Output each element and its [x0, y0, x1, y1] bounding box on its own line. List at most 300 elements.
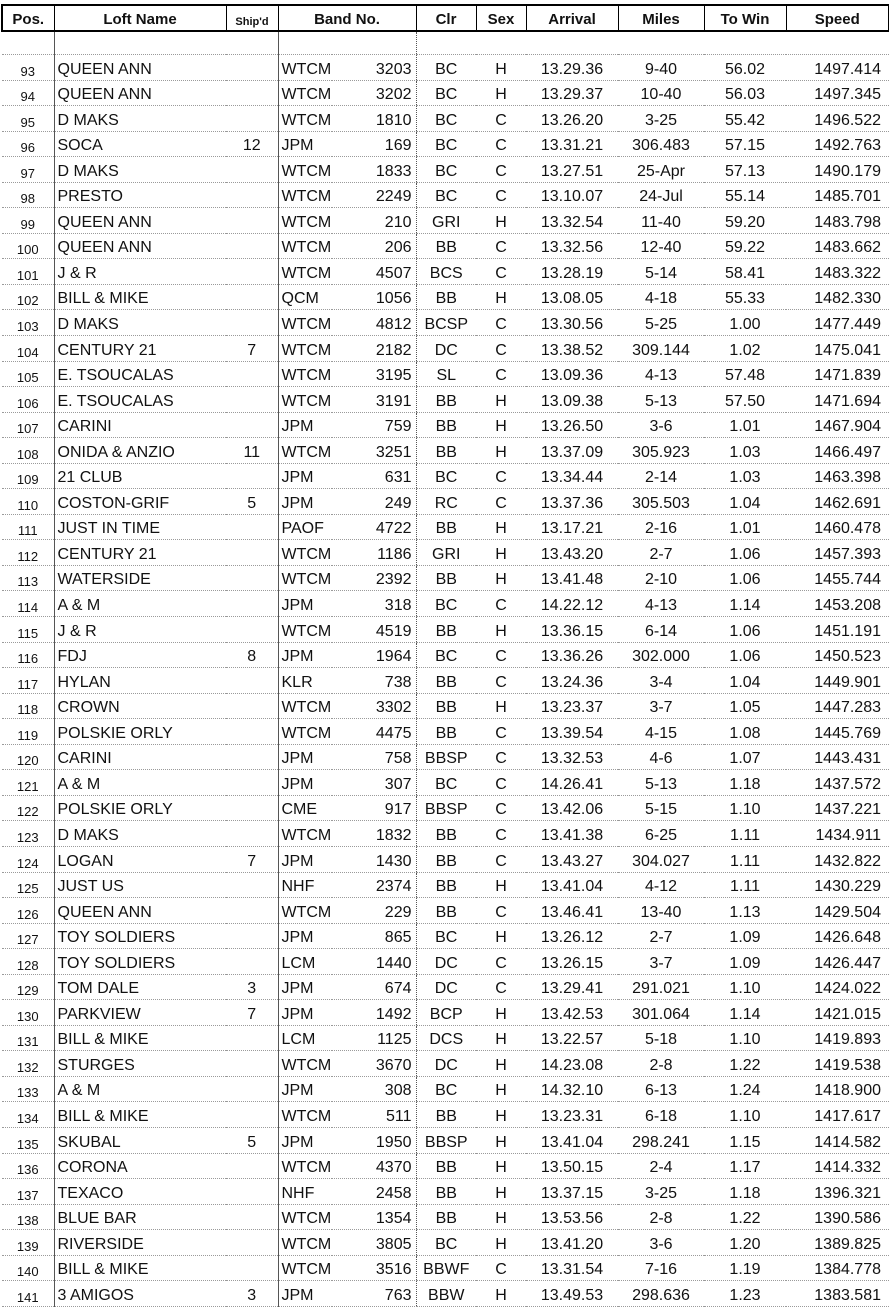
miles-cell: 12-40	[618, 233, 704, 259]
speed-cell: 1490.179	[786, 157, 889, 183]
color-cell: BB	[416, 719, 476, 745]
band-number-cell: 210	[332, 208, 416, 234]
position-cell: 129	[2, 974, 54, 1000]
sex-cell: H	[476, 438, 526, 464]
sex-cell: H	[476, 1102, 526, 1128]
band-number-cell: 1832	[332, 821, 416, 847]
color-cell: BB	[416, 1102, 476, 1128]
loft-name-cell: E. TSOUCALAS	[54, 361, 226, 387]
speed-cell: 1430.229	[786, 872, 889, 898]
sex-cell: C	[476, 182, 526, 208]
race-results-table	[1, 4, 889, 1307]
miles-cell: 11-40	[618, 208, 704, 234]
sex-cell: C	[476, 744, 526, 770]
band-org-cell: JPM	[278, 642, 332, 668]
sex-cell: H	[476, 412, 526, 438]
loft-name-cell: SKUBAL	[54, 1127, 226, 1153]
speed-cell: 1384.778	[786, 1255, 889, 1281]
band-number-cell: 206	[332, 233, 416, 259]
position-cell: 99	[2, 208, 54, 234]
arrival-cell: 13.41.04	[526, 1127, 618, 1153]
band-org-cell: WTCM	[278, 898, 332, 924]
sex-cell: C	[476, 974, 526, 1000]
position-cell: 122	[2, 795, 54, 821]
miles-cell: 5-15	[618, 795, 704, 821]
position-cell: 96	[2, 131, 54, 157]
to-win-cell: 1.02	[704, 336, 786, 362]
speed-cell: 1437.221	[786, 795, 889, 821]
arrival-cell: 13.29.41	[526, 974, 618, 1000]
band-number-cell: 229	[332, 898, 416, 924]
band-number-cell: 3203	[332, 55, 416, 81]
color-cell: BC	[416, 55, 476, 81]
table-row	[2, 744, 889, 770]
shipped-cell	[226, 770, 278, 796]
to-win-cell: 57.48	[704, 361, 786, 387]
position-cell: 121	[2, 770, 54, 796]
loft-name-cell: HYLAN	[54, 668, 226, 694]
loft-name-cell: 3 AMIGOS	[54, 1281, 226, 1307]
speed-cell: 1463.398	[786, 463, 889, 489]
loft-name-cell: COSTON-GRIF	[54, 489, 226, 515]
miles-cell: 2-7	[618, 540, 704, 566]
band-number-cell: 3670	[332, 1051, 416, 1077]
band-org-cell: WTCM	[278, 157, 332, 183]
loft-name-cell: J & R	[54, 617, 226, 643]
arrival-cell: 13.22.57	[526, 1025, 618, 1051]
to-win-cell: 1.10	[704, 974, 786, 1000]
miles-cell: 2-8	[618, 1204, 704, 1230]
to-win-cell: 1.14	[704, 1000, 786, 1026]
band-org-cell: WTCM	[278, 55, 332, 81]
position-cell: 98	[2, 182, 54, 208]
shipped-cell	[226, 1153, 278, 1179]
shipped-cell: 11	[226, 438, 278, 464]
table-row	[2, 438, 889, 464]
color-cell: BB	[416, 1204, 476, 1230]
miles-cell: 2-10	[618, 565, 704, 591]
shipped-cell	[226, 106, 278, 132]
miles-cell: 298.241	[618, 1127, 704, 1153]
shipped-cell	[226, 565, 278, 591]
miles-cell: 5-13	[618, 387, 704, 413]
arrival-cell: 13.26.15	[526, 949, 618, 975]
position-cell: 106	[2, 387, 54, 413]
arrival-cell: 13.29.37	[526, 80, 618, 106]
shipped-cell: 12	[226, 131, 278, 157]
miles-cell: 2-4	[618, 1153, 704, 1179]
miles-cell: 4-6	[618, 744, 704, 770]
band-org-cell: WTCM	[278, 310, 332, 336]
arrival-cell: 13.28.19	[526, 259, 618, 285]
table-row	[2, 770, 889, 796]
loft-name-cell: STURGES	[54, 1051, 226, 1077]
arrival-cell: 13.10.07	[526, 182, 618, 208]
table-row	[2, 208, 889, 234]
band-number-cell: 511	[332, 1102, 416, 1128]
position-cell: 112	[2, 540, 54, 566]
band-org-cell: WTCM	[278, 1153, 332, 1179]
sex-cell: C	[476, 898, 526, 924]
shipped-cell	[226, 872, 278, 898]
speed-cell: 1443.431	[786, 744, 889, 770]
shipped-cell	[226, 898, 278, 924]
color-cell: BB	[416, 233, 476, 259]
table-row	[2, 821, 889, 847]
table-row	[2, 284, 889, 310]
sex-cell: H	[476, 1153, 526, 1179]
position-cell: 126	[2, 898, 54, 924]
to-win-cell: 1.11	[704, 872, 786, 898]
position-cell: 124	[2, 846, 54, 872]
arrival-cell: 13.41.20	[526, 1230, 618, 1256]
to-win-cell: 59.20	[704, 208, 786, 234]
table-row	[2, 80, 889, 106]
table-row	[2, 668, 889, 694]
speed-cell: 1483.322	[786, 259, 889, 285]
table-row	[2, 1000, 889, 1026]
miles-cell: 4-13	[618, 361, 704, 387]
band-number-cell: 4722	[332, 514, 416, 540]
band-number-cell: 3195	[332, 361, 416, 387]
miles-cell: 7-16	[618, 1255, 704, 1281]
band-number-cell: 1056	[332, 284, 416, 310]
band-number-cell: 3191	[332, 387, 416, 413]
to-win-cell: 1.03	[704, 438, 786, 464]
table-row	[2, 259, 889, 285]
band-number-cell: 2458	[332, 1179, 416, 1205]
band-number-cell: 759	[332, 412, 416, 438]
position-cell: 105	[2, 361, 54, 387]
position-cell: 123	[2, 821, 54, 847]
table-row	[2, 846, 889, 872]
arrival-cell: 13.43.20	[526, 540, 618, 566]
color-cell: BC	[416, 591, 476, 617]
band-number-cell: 3251	[332, 438, 416, 464]
speed-cell: 1450.523	[786, 642, 889, 668]
sex-cell: C	[476, 821, 526, 847]
band-number-cell: 4370	[332, 1153, 416, 1179]
band-number-cell: 1430	[332, 846, 416, 872]
table-row	[2, 1230, 889, 1256]
position-cell: 101	[2, 259, 54, 285]
miles-cell: 3-6	[618, 412, 704, 438]
loft-name-cell: BILL & MIKE	[54, 284, 226, 310]
arrival-cell: 13.32.53	[526, 744, 618, 770]
loft-name-cell: A & M	[54, 1076, 226, 1102]
color-cell: BBWF	[416, 1255, 476, 1281]
to-win-cell: 1.10	[704, 795, 786, 821]
band-number-cell: 4475	[332, 719, 416, 745]
band-org-cell: QCM	[278, 284, 332, 310]
band-org-cell: WTCM	[278, 1255, 332, 1281]
shipped-cell	[226, 208, 278, 234]
arrival-cell: 14.32.10	[526, 1076, 618, 1102]
loft-name-cell: QUEEN ANN	[54, 55, 226, 81]
table-row	[2, 412, 889, 438]
table-row	[2, 157, 889, 183]
color-cell: BBSP	[416, 1127, 476, 1153]
loft-name-cell: A & M	[54, 770, 226, 796]
header-shipped: Ship'd	[226, 5, 278, 31]
band-org-cell: WTCM	[278, 693, 332, 719]
color-cell: BBSP	[416, 795, 476, 821]
miles-cell: 3-7	[618, 949, 704, 975]
position-cell: 134	[2, 1102, 54, 1128]
sex-cell: H	[476, 1076, 526, 1102]
shipped-cell	[226, 182, 278, 208]
loft-name-cell: BILL & MIKE	[54, 1255, 226, 1281]
sex-cell: H	[476, 1000, 526, 1026]
shipped-cell	[226, 949, 278, 975]
arrival-cell: 13.08.05	[526, 284, 618, 310]
sex-cell: H	[476, 1179, 526, 1205]
color-cell: BB	[416, 668, 476, 694]
loft-name-cell: SOCA	[54, 131, 226, 157]
sex-cell: C	[476, 259, 526, 285]
color-cell: BB	[416, 1153, 476, 1179]
shipped-cell	[226, 233, 278, 259]
miles-cell: 3-4	[618, 668, 704, 694]
table-row	[2, 693, 889, 719]
speed-cell: 1383.581	[786, 1281, 889, 1307]
color-cell: BB	[416, 1179, 476, 1205]
band-number-cell: 3805	[332, 1230, 416, 1256]
shipped-cell	[226, 540, 278, 566]
position-cell: 107	[2, 412, 54, 438]
arrival-cell: 13.26.20	[526, 106, 618, 132]
table-row	[2, 1025, 889, 1051]
speed-cell: 1471.839	[786, 361, 889, 387]
miles-cell: 6-13	[618, 1076, 704, 1102]
table-row	[2, 540, 889, 566]
arrival-cell: 13.41.38	[526, 821, 618, 847]
to-win-cell: 1.05	[704, 693, 786, 719]
header-sex: Sex	[476, 5, 526, 31]
loft-name-cell: QUEEN ANN	[54, 898, 226, 924]
miles-cell: 24-Jul	[618, 182, 704, 208]
sex-cell: H	[476, 923, 526, 949]
color-cell: RC	[416, 489, 476, 515]
speed-cell: 1396.321	[786, 1179, 889, 1205]
shipped-cell: 8	[226, 642, 278, 668]
band-number-cell: 1964	[332, 642, 416, 668]
position-cell: 102	[2, 284, 54, 310]
miles-cell: 4-12	[618, 872, 704, 898]
table-row	[2, 719, 889, 745]
color-cell: BBSP	[416, 744, 476, 770]
band-number-cell: 631	[332, 463, 416, 489]
speed-cell: 1492.763	[786, 131, 889, 157]
band-number-cell: 307	[332, 770, 416, 796]
speed-cell: 1471.694	[786, 387, 889, 413]
shipped-cell: 7	[226, 1000, 278, 1026]
sex-cell: C	[476, 591, 526, 617]
speed-cell: 1419.538	[786, 1051, 889, 1077]
color-cell: BB	[416, 514, 476, 540]
band-org-cell: WTCM	[278, 336, 332, 362]
shipped-cell: 3	[226, 1281, 278, 1307]
position-cell: 114	[2, 591, 54, 617]
loft-name-cell: BILL & MIKE	[54, 1102, 226, 1128]
header-speed: Speed	[786, 5, 889, 31]
position-cell: 138	[2, 1204, 54, 1230]
miles-cell: 5-14	[618, 259, 704, 285]
sex-cell: C	[476, 795, 526, 821]
to-win-cell: 1.07	[704, 744, 786, 770]
speed-cell: 1445.769	[786, 719, 889, 745]
miles-cell: 2-7	[618, 923, 704, 949]
loft-name-cell: CARINI	[54, 412, 226, 438]
table-row	[2, 591, 889, 617]
table-row	[2, 923, 889, 949]
arrival-cell: 13.31.21	[526, 131, 618, 157]
position-cell: 128	[2, 949, 54, 975]
position-cell: 132	[2, 1051, 54, 1077]
header-pos: Pos.	[2, 5, 54, 31]
to-win-cell: 1.24	[704, 1076, 786, 1102]
speed-cell: 1482.330	[786, 284, 889, 310]
header-to-win: To Win	[704, 5, 786, 31]
sex-cell: C	[476, 336, 526, 362]
speed-cell: 1466.497	[786, 438, 889, 464]
color-cell: DC	[416, 974, 476, 1000]
band-number-cell: 3516	[332, 1255, 416, 1281]
color-cell: BB	[416, 821, 476, 847]
color-cell: BBW	[416, 1281, 476, 1307]
position-cell: 93	[2, 55, 54, 81]
band-org-cell: NHF	[278, 1179, 332, 1205]
sex-cell: H	[476, 565, 526, 591]
band-number-cell: 3302	[332, 693, 416, 719]
color-cell: BCP	[416, 1000, 476, 1026]
band-org-cell: WTCM	[278, 821, 332, 847]
speed-cell: 1497.345	[786, 80, 889, 106]
table-row	[2, 1051, 889, 1077]
miles-cell: 5-13	[618, 770, 704, 796]
band-number-cell: 4507	[332, 259, 416, 285]
band-org-cell: KLR	[278, 668, 332, 694]
position-cell: 117	[2, 668, 54, 694]
band-org-cell: WTCM	[278, 1051, 332, 1077]
shipped-cell	[226, 157, 278, 183]
table-row	[2, 872, 889, 898]
arrival-cell: 13.26.50	[526, 412, 618, 438]
speed-cell: 1418.900	[786, 1076, 889, 1102]
sex-cell: C	[476, 157, 526, 183]
to-win-cell: 1.08	[704, 719, 786, 745]
to-win-cell: 1.19	[704, 1255, 786, 1281]
band-org-cell: JPM	[278, 744, 332, 770]
color-cell: DC	[416, 336, 476, 362]
arrival-cell: 13.39.54	[526, 719, 618, 745]
color-cell: SL	[416, 361, 476, 387]
sex-cell: C	[476, 846, 526, 872]
miles-cell: 306.483	[618, 131, 704, 157]
loft-name-cell: BILL & MIKE	[54, 1025, 226, 1051]
sex-cell: C	[476, 770, 526, 796]
miles-cell: 4-15	[618, 719, 704, 745]
arrival-cell: 13.36.15	[526, 617, 618, 643]
band-number-cell: 2182	[332, 336, 416, 362]
sex-cell: C	[476, 361, 526, 387]
color-cell: BC	[416, 770, 476, 796]
band-org-cell: WTCM	[278, 387, 332, 413]
header-band-no: Band No.	[278, 5, 416, 31]
position-cell: 125	[2, 872, 54, 898]
position-cell: 103	[2, 310, 54, 336]
miles-cell: 309.144	[618, 336, 704, 362]
shipped-cell	[226, 719, 278, 745]
loft-name-cell: CROWN	[54, 693, 226, 719]
loft-name-cell: QUEEN ANN	[54, 80, 226, 106]
to-win-cell: 1.06	[704, 540, 786, 566]
arrival-cell: 14.26.41	[526, 770, 618, 796]
arrival-cell: 13.36.26	[526, 642, 618, 668]
table-row	[2, 489, 889, 515]
color-cell: DCS	[416, 1025, 476, 1051]
header-loft-name: Loft Name	[54, 5, 226, 31]
color-cell: BC	[416, 157, 476, 183]
to-win-cell: 1.10	[704, 1102, 786, 1128]
shipped-cell	[226, 617, 278, 643]
speed-cell: 1496.522	[786, 106, 889, 132]
color-cell: BC	[416, 182, 476, 208]
to-win-cell: 1.14	[704, 591, 786, 617]
arrival-cell: 13.37.15	[526, 1179, 618, 1205]
miles-cell: 9-40	[618, 55, 704, 81]
table-row	[2, 1281, 889, 1307]
shipped-cell	[226, 1102, 278, 1128]
arrival-cell: 13.42.06	[526, 795, 618, 821]
band-number-cell: 169	[332, 131, 416, 157]
color-cell: DC	[416, 949, 476, 975]
loft-name-cell: BLUE BAR	[54, 1204, 226, 1230]
band-org-cell: JPM	[278, 974, 332, 1000]
shipped-cell	[226, 55, 278, 81]
miles-cell: 5-18	[618, 1025, 704, 1051]
table-row	[2, 310, 889, 336]
miles-cell: 3-25	[618, 106, 704, 132]
band-org-cell: WTCM	[278, 208, 332, 234]
sex-cell: H	[476, 872, 526, 898]
color-cell: BB	[416, 438, 476, 464]
band-number-cell: 2374	[332, 872, 416, 898]
shipped-cell	[226, 1076, 278, 1102]
sex-cell: H	[476, 1127, 526, 1153]
loft-name-cell: RIVERSIDE	[54, 1230, 226, 1256]
miles-cell: 304.027	[618, 846, 704, 872]
color-cell: BC	[416, 106, 476, 132]
to-win-cell: 57.50	[704, 387, 786, 413]
speed-cell: 1437.572	[786, 770, 889, 796]
color-cell: BCSP	[416, 310, 476, 336]
to-win-cell: 1.04	[704, 489, 786, 515]
to-win-cell: 1.06	[704, 617, 786, 643]
loft-name-cell: JUST IN TIME	[54, 514, 226, 540]
arrival-cell: 13.38.52	[526, 336, 618, 362]
color-cell: BB	[416, 872, 476, 898]
sex-cell: H	[476, 540, 526, 566]
position-cell: 94	[2, 80, 54, 106]
table-row	[2, 1255, 889, 1281]
speed-cell: 1462.691	[786, 489, 889, 515]
band-org-cell: WTCM	[278, 1204, 332, 1230]
to-win-cell: 56.03	[704, 80, 786, 106]
color-cell: BB	[416, 693, 476, 719]
table-row	[2, 642, 889, 668]
band-org-cell: JPM	[278, 1281, 332, 1307]
